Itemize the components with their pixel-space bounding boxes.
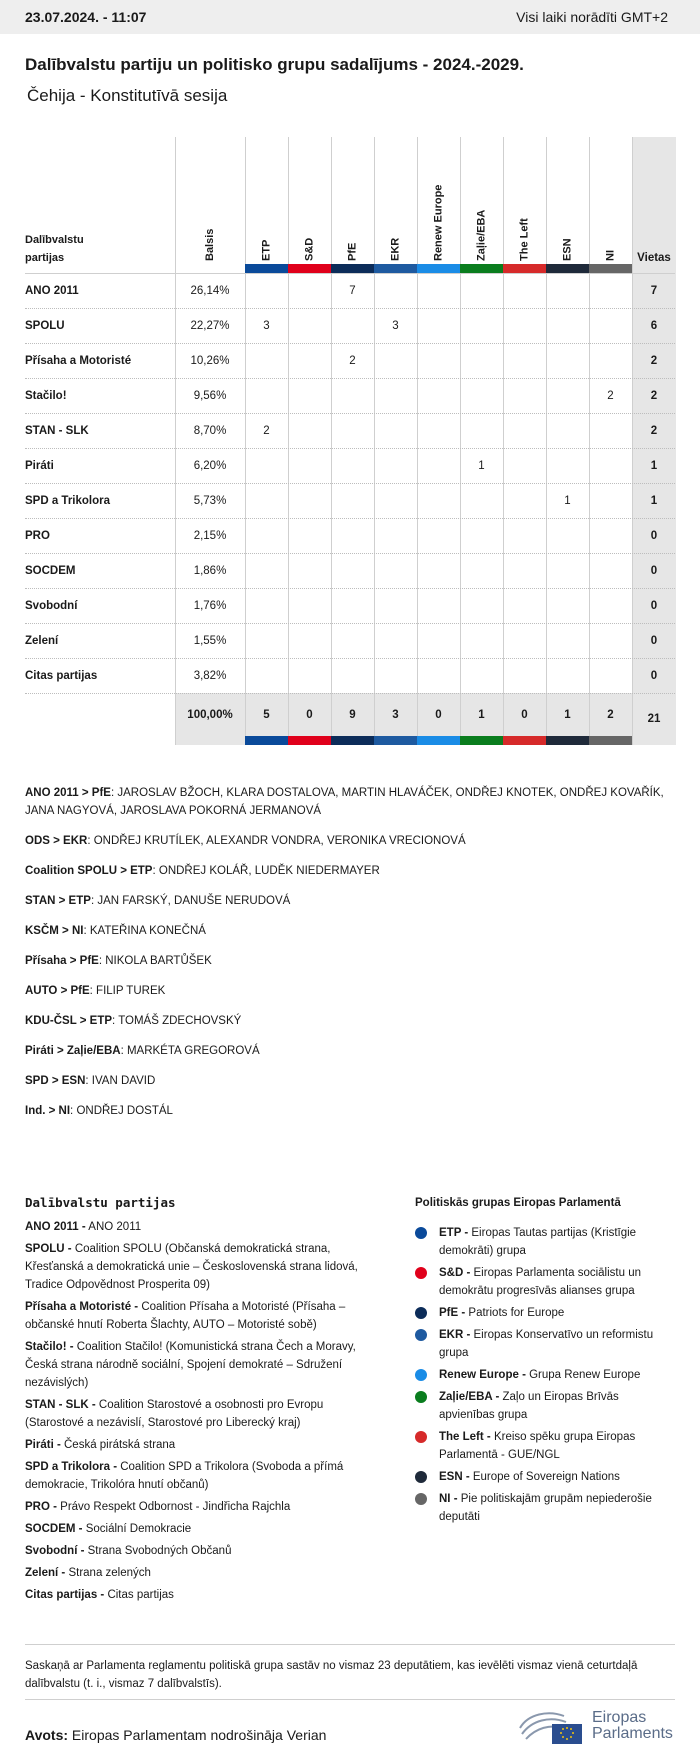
group-color-bar: [417, 264, 460, 273]
total-group-seats: 9: [349, 708, 356, 721]
group-color-bar-bottom: [331, 736, 374, 745]
party-legend-item: [25, 1458, 375, 1494]
party-abbr: PRO -: [25, 1501, 57, 1513]
row-group-seats: 2: [263, 424, 270, 437]
total-group-seats: 0: [306, 708, 313, 721]
row-seats-total: 2: [650, 354, 658, 367]
group-color-bar-bottom: [460, 736, 503, 745]
ep-logo: [518, 1705, 678, 1747]
group-header-s-d: S&D: [303, 237, 316, 261]
group-color-bar: [460, 264, 503, 273]
total-group-seats: 0: [435, 708, 442, 721]
row-seats-total: 6: [650, 319, 658, 332]
group-full-name: Zaļo un Eiropas Brīvās apvienības grupa: [439, 1391, 619, 1421]
row-group-seats: 1: [564, 494, 571, 507]
group-color-dot-icon: [415, 1307, 427, 1319]
group-legend-item: [415, 1468, 677, 1486]
group-color-bar-bottom: [374, 736, 417, 745]
transfer-item: [25, 1042, 675, 1060]
transfer-separator: :: [120, 1045, 127, 1057]
group-legend-item: [415, 1326, 677, 1362]
group-abbr: PfE -: [439, 1307, 466, 1319]
party-abbr: Piráti -: [25, 1439, 61, 1451]
logo-line-1: Eiropas: [592, 1709, 647, 1726]
row-group-seats: 1: [478, 459, 485, 472]
group-header-etp: ETP: [260, 239, 273, 261]
mep-transfer-list: [25, 784, 675, 1132]
party-full-name: Česká pirátská strana: [60, 1439, 176, 1451]
party-abbr: ANO 2011 -: [25, 1221, 86, 1233]
row-seats-total: 0: [650, 669, 658, 682]
row-party-name: ANO 2011: [25, 284, 79, 297]
transfer-label: Coalition SPOLU > ETP: [25, 865, 153, 877]
transfer-members: KATEŘINA KONEČNÁ: [89, 925, 206, 937]
group-color-bar-bottom: [503, 736, 546, 745]
group-legend-text: [439, 1326, 677, 1362]
group-abbr: The Left -: [439, 1431, 491, 1443]
row-seats-total: 0: [650, 529, 658, 542]
group-color-dot-icon: [415, 1471, 427, 1483]
transfer-item: [25, 952, 675, 970]
transfer-item: [25, 892, 675, 910]
row-votes: 1,76%: [193, 599, 227, 612]
row-votes: 8,70%: [193, 424, 227, 437]
row-party-name: SOCDEM: [25, 564, 76, 577]
transfer-label: KDU-ČSL > ETP: [25, 1015, 113, 1027]
transfer-separator: :: [110, 787, 118, 799]
row-seats-total: 7: [650, 284, 658, 297]
group-header-ekr: EKR: [389, 237, 402, 261]
transfer-separator: :: [85, 1075, 92, 1087]
row-party-name: PRO: [25, 529, 50, 542]
timestamp: 23.07.2024. - 11:07: [25, 9, 147, 25]
row-seats-total: 1: [650, 494, 658, 507]
transfer-members: TOMÁŠ ZDECHOVSKÝ: [118, 1015, 242, 1027]
group-header-pfe: PfE: [346, 242, 359, 261]
transfer-separator: :: [98, 955, 106, 967]
party-legend-item: [25, 1520, 375, 1538]
group-legend-text: [439, 1366, 640, 1384]
transfer-label: ODS > EKR: [25, 835, 88, 847]
party-full-name: Coalition Starostové a osobnosti pro Evropu (Starostové a nezávislí, Starostové pro Liberecký kraj): [25, 1399, 324, 1429]
row-group-seats: 3: [263, 319, 270, 332]
group-color-bar: [288, 264, 331, 273]
timezone-note: Visi laiki norādīti GMT+2: [516, 9, 668, 25]
row-party-name: Zelení: [25, 634, 59, 647]
total-group-seats: 1: [478, 708, 485, 721]
transfer-label: ANO 2011 > PfE: [25, 787, 111, 799]
party-full-name: Coalition SPD a Trikolora (Svoboda a přímá demokracie, Trikolóra hnutí občanů): [25, 1461, 344, 1491]
party-abbr: STAN - SLK -: [25, 1399, 96, 1411]
row-party-name: SPOLU: [25, 319, 65, 332]
group-color-bar-bottom: [245, 736, 288, 745]
group-legend-item: [415, 1224, 677, 1260]
transfer-members: ONDŘEJ DOSTÁL: [76, 1105, 173, 1117]
group-legend-item: [415, 1388, 677, 1424]
group-header-the-left: The Left: [518, 218, 531, 261]
group-legend-item: [415, 1304, 677, 1322]
party-abbr: Zelení -: [25, 1567, 66, 1579]
group-full-name: Eiropas Tautas partijas (Kristīgie demokrāti) grupa: [439, 1227, 637, 1257]
transfer-label: SPD > ESN: [25, 1075, 86, 1087]
group-color-bar: [245, 264, 288, 273]
row-votes: 1,86%: [193, 564, 227, 577]
group-legend: [415, 1194, 677, 1530]
group-full-name: Eiropas Parlamenta sociālistu un demokrātu progresīvās alianses grupa: [439, 1267, 641, 1297]
transfer-separator: :: [89, 985, 97, 997]
transfer-separator: :: [87, 835, 94, 847]
group-legend-text: [439, 1468, 620, 1486]
rules-note: Saskaņā ar Parlamenta reglamentu politiskā grupa sastāv no vismaz 23 deputātiem, kas ievēlēti vismaz vienā ceturtdaļā dalībvalstu (t. i., vismaz 7 dalībvalstīs).: [25, 1644, 675, 1700]
group-color-dot-icon: [415, 1493, 427, 1505]
ep-wordmark: [592, 1710, 673, 1742]
group-color-dot-icon: [415, 1329, 427, 1341]
group-abbr: ETP -: [439, 1227, 469, 1239]
group-full-name: Eiropas Konservatīvo un reformistu grupa: [439, 1329, 654, 1359]
party-legend-item: [25, 1586, 375, 1604]
source-line: [25, 1727, 326, 1743]
transfer-members: JAROSLAV BŽOCH, KLARA DOSTALOVA, MARTIN HLAVÁČEK, ONDŘEJ KNOTEK, ONDŘEJ KOVAŘÍK, JANA NAGYOVÁ, JAROSLAVA POKORNÁ JERMANOVÁ: [25, 787, 664, 817]
group-color-bar-bottom: [288, 736, 331, 745]
total-group-seats: 3: [392, 708, 399, 721]
group-legend-item: [415, 1366, 677, 1384]
group-full-name: Patriots for Europe: [465, 1307, 565, 1319]
transfer-members: IVAN DAVID: [91, 1075, 156, 1087]
ep-emblem-icon: [518, 1706, 584, 1746]
row-votes: 6,20%: [193, 459, 227, 472]
party-legend-item: [25, 1396, 375, 1432]
group-color-bar: [374, 264, 417, 273]
row-votes: 10,26%: [190, 354, 230, 367]
row-seats-total: 1: [650, 459, 658, 472]
group-color-bar: [546, 264, 589, 273]
group-legend-item: [415, 1264, 677, 1300]
group-color-bar-bottom: [546, 736, 589, 745]
transfer-members: MARKÉTA GREGOROVÁ: [126, 1045, 260, 1057]
transfer-separator: :: [112, 1015, 119, 1027]
transfer-item: [25, 832, 675, 850]
party-abbr: Svobodní -: [25, 1545, 85, 1557]
transfer-separator: :: [70, 1105, 77, 1117]
votes-column-header: Balsis: [204, 228, 216, 261]
transfer-label: Přísaha > PfE: [25, 955, 99, 967]
total-group-seats: 2: [607, 708, 614, 721]
seat-distribution-table: [25, 137, 675, 745]
total-group-seats: 5: [263, 708, 270, 721]
row-seats-total: 0: [650, 634, 658, 647]
transfer-item: [25, 862, 675, 880]
group-legend-text: [439, 1224, 677, 1260]
transfer-members: ONDŘEJ KRUTÍLEK, ALEXANDR VONDRA, VERONIKA VRECIONOVÁ: [93, 835, 466, 847]
transfer-item: [25, 1012, 675, 1030]
party-abbr: Citas partijas -: [25, 1589, 105, 1601]
row-group-seats: 7: [349, 284, 356, 297]
group-full-name: Pie politiskajām grupām nepiederošie deputāti: [439, 1493, 652, 1523]
seats-column-header: Vietas: [637, 252, 671, 264]
transfer-label: STAN > ETP: [25, 895, 91, 907]
source-label: Avots:: [25, 1727, 69, 1743]
party-abbr: SPD a Trikolora -: [25, 1461, 118, 1473]
group-color-bar: [503, 264, 546, 273]
row-votes: 26,14%: [190, 284, 230, 297]
page-subtitle: Čehija - Konstitutīvā sesija: [27, 86, 228, 105]
party-legend-item: [25, 1240, 375, 1294]
transfer-label: Ind. > NI: [25, 1105, 71, 1117]
group-header-esn: ESN: [561, 238, 574, 261]
group-abbr: ESN -: [439, 1471, 470, 1483]
party-legend-item: [25, 1218, 375, 1236]
row-group-seats: 3: [392, 319, 399, 332]
party-legend: [25, 1194, 375, 1608]
row-group-seats: 2: [607, 389, 614, 402]
group-full-name: Kreiso spēku grupa Eiropas Parlamentā - GUE/NGL: [439, 1431, 636, 1461]
row-seats-total: 0: [650, 564, 658, 577]
transfer-label: AUTO > PfE: [25, 985, 90, 997]
transfer-label: KSČM > NI: [25, 925, 84, 937]
row-seats-total: 0: [650, 599, 658, 612]
party-column-header: Dalībvalstu partijas: [25, 234, 84, 264]
group-color-bar-bottom: [417, 736, 460, 745]
transfer-label: Piráti > Zaļie/EBA: [25, 1045, 121, 1057]
party-legend-item: [25, 1338, 375, 1392]
total-group-seats: 1: [564, 708, 571, 721]
group-legend-item: [415, 1490, 677, 1526]
group-color-bar: [331, 264, 374, 273]
party-full-name: Právo Respekt Odbornost - Jindřicha Rajchla: [56, 1501, 291, 1513]
transfer-members: ONDŘEJ KOLÁŘ, LUDĚK NIEDERMAYER: [158, 865, 380, 877]
total-votes: 100,00%: [187, 708, 233, 721]
transfer-separator: :: [83, 925, 90, 937]
party-full-name: Coalition Přísaha a Motoristé (Přísaha – občanské hnutí Roberta Šlachty, AUTO – Motoristé sobě): [25, 1301, 346, 1331]
logo-line-2: Parlaments: [592, 1725, 673, 1742]
party-full-name: Coalition SPOLU (Občanská demokratická strana, Křesťanská a demokratická unie – Československá strana lidová, Tradice Odpovědnost Prosperita 09): [25, 1243, 358, 1291]
party-legend-title: Dalībvalstu partijas: [25, 1195, 176, 1210]
row-votes: 9,56%: [193, 389, 227, 402]
party-full-name: Coalition Stačilo! (Komunistická strana Čech a Moravy, Česká strana národně sociální, Spojení demokraté – Sdružení nezávislých): [25, 1341, 356, 1389]
group-legend-text: [439, 1304, 564, 1322]
group-abbr: Zaļie/EBA -: [439, 1391, 500, 1403]
group-color-dot-icon: [415, 1391, 427, 1403]
group-full-name: Europe of Sovereign Nations: [469, 1471, 620, 1483]
transfer-item: [25, 784, 675, 820]
row-party-name: SPD a Trikolora: [25, 494, 111, 507]
group-legend-text: [439, 1490, 677, 1526]
party-abbr: SPOLU -: [25, 1243, 72, 1255]
row-party-name: Piráti: [25, 459, 54, 472]
group-abbr: NI -: [439, 1493, 458, 1505]
group-abbr: EKR -: [439, 1329, 471, 1341]
transfer-separator: :: [152, 865, 159, 877]
group-legend-item: [415, 1428, 677, 1464]
row-votes: 2,15%: [193, 529, 227, 542]
group-full-name: Grupa Renew Europe: [525, 1369, 641, 1381]
row-votes: 1,55%: [193, 634, 227, 647]
row-group-seats: 2: [349, 354, 356, 367]
row-seats-total: 2: [650, 389, 658, 402]
row-party-name: Přísaha a Motoristé: [25, 354, 132, 367]
party-abbr: Stačilo! -: [25, 1341, 74, 1353]
party-legend-item: [25, 1498, 375, 1516]
group-color-dot-icon: [415, 1267, 427, 1279]
group-abbr: Renew Europe -: [439, 1369, 526, 1381]
group-color-dot-icon: [415, 1369, 427, 1381]
source-text: Eiropas Parlamentam nodrošināja Verian: [68, 1727, 327, 1743]
party-full-name: Sociální Demokracie: [82, 1523, 192, 1535]
total-seats: 21: [647, 713, 661, 725]
transfer-item: [25, 1072, 675, 1090]
party-legend-item: [25, 1298, 375, 1334]
group-legend-text: [439, 1388, 677, 1424]
group-color-bar: [589, 264, 632, 273]
party-full-name: Strana Svobodných Občanů: [84, 1545, 232, 1557]
row-party-name: Svobodní: [25, 599, 78, 612]
transfer-item: [25, 982, 675, 1000]
group-legend-text: [439, 1428, 677, 1464]
party-legend-item: [25, 1542, 375, 1560]
group-color-dot-icon: [415, 1227, 427, 1239]
row-party-name: Citas partijas: [25, 669, 98, 682]
group-legend-text: [439, 1264, 677, 1300]
party-legend-item: [25, 1564, 375, 1582]
transfer-members: FILIP TUREK: [96, 985, 166, 997]
page-title: Dalībvalstu partiju un politisko grupu sadalījums - 2024.-2029.: [25, 55, 524, 74]
row-seats-total: 2: [650, 424, 658, 437]
transfer-members: JAN FARSKÝ, DANUŠE NERUDOVÁ: [97, 895, 291, 907]
group-header-ni: NI: [604, 250, 617, 261]
group-header-za-ie-eba: Zaļie/EBA: [475, 209, 488, 261]
party-abbr: Přísaha a Motoristé -: [25, 1301, 139, 1313]
total-group-seats: 0: [521, 708, 528, 721]
group-abbr: S&D -: [439, 1267, 471, 1279]
party-full-name: ANO 2011: [85, 1221, 142, 1233]
party-full-name: Citas partijas: [104, 1589, 174, 1601]
row-votes: 22,27%: [190, 319, 230, 332]
transfer-members: NIKOLA BARTŮŠEK: [105, 955, 212, 967]
transfer-item: [25, 1102, 675, 1120]
group-legend-title: Politiskās grupas Eiropas Parlamentā: [415, 1197, 621, 1209]
row-party-name: STAN - SLK: [25, 424, 89, 437]
row-party-name: Stačilo!: [25, 389, 67, 402]
transfer-separator: :: [90, 895, 98, 907]
group-color-bar-bottom: [589, 736, 632, 745]
transfer-item: [25, 922, 675, 940]
group-header-renew-europe: Renew Europe: [432, 184, 445, 261]
group-color-dot-icon: [415, 1431, 427, 1443]
party-full-name: Strana zelených: [65, 1567, 151, 1579]
row-votes: 3,82%: [193, 669, 227, 682]
top-bar: [0, 0, 700, 34]
row-votes: 5,73%: [193, 494, 227, 507]
party-abbr: SOCDEM -: [25, 1523, 83, 1535]
party-legend-item: [25, 1436, 375, 1454]
